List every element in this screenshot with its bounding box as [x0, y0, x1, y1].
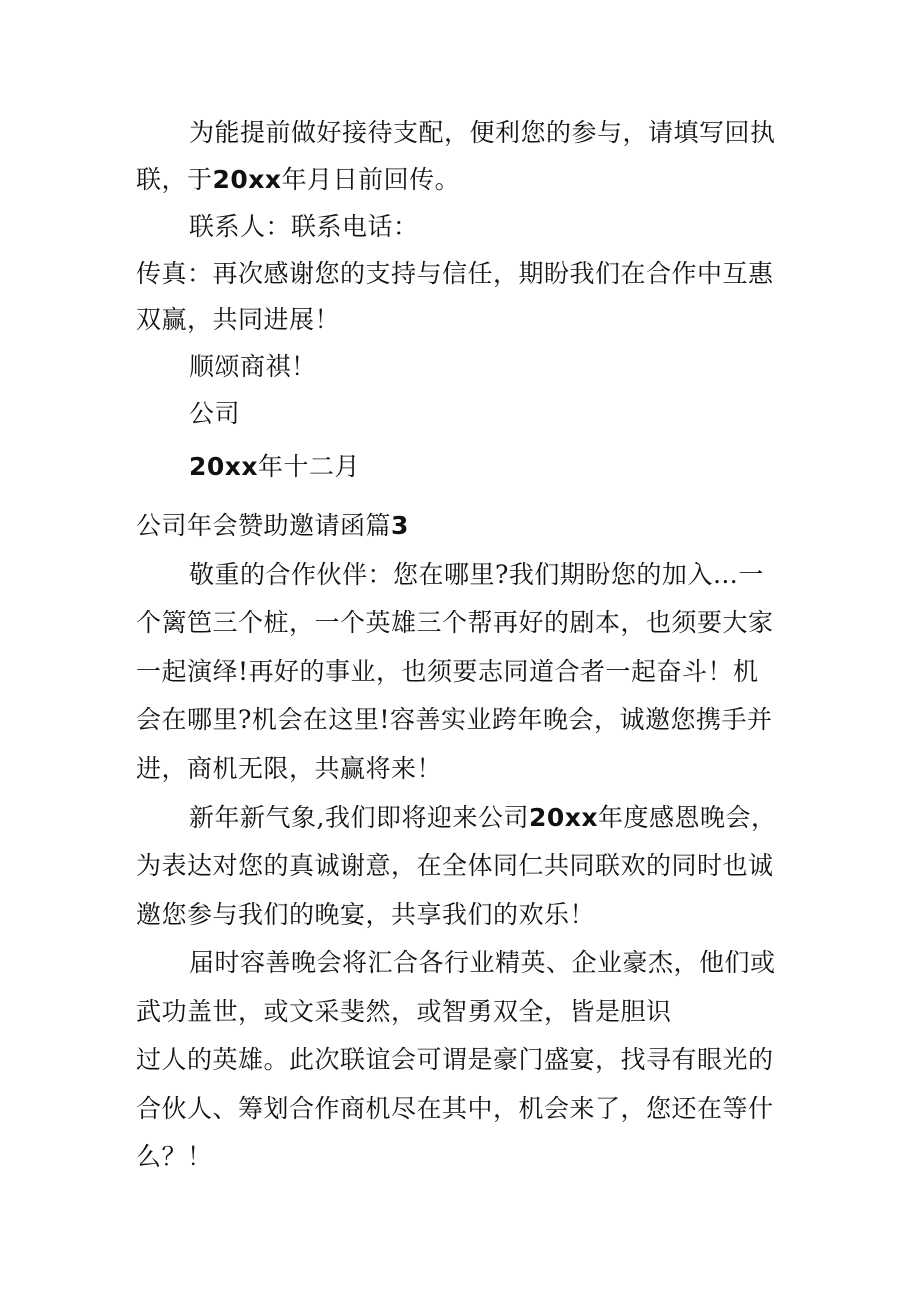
text: 过人的英雄。此次联谊会可谓是豪门盛宴，找寻有眼光的: [136, 1045, 774, 1074]
text: 武功盖世，或文采斐然，或智勇双全，皆是胆识: [136, 997, 672, 1026]
paragraph-2-line-3: [136, 900, 796, 930]
text: 年月日前回传。: [281, 165, 461, 194]
paragraph-2-line-1: [189, 803, 799, 833]
text: 为表达对您的真诚谢意，在全体同仁共同联欢的同时也诚: [136, 851, 774, 880]
paragraph-3-line-1: [189, 948, 799, 978]
text: 年度感恩晚会，: [598, 803, 777, 832]
signature-date: [189, 452, 799, 482]
paragraph-reply-line-1: [189, 118, 799, 148]
text: 年十二月: [258, 452, 361, 481]
fax-thanks-line-1: [136, 259, 796, 289]
contact-line: [189, 212, 799, 242]
text: 双赢，共同进展！: [136, 305, 341, 334]
paragraph-1-line-3: [136, 657, 796, 687]
text: 为能提前做好接待支配，便利您的参与，请填写回执: [189, 118, 776, 147]
text: 公司: [189, 399, 241, 428]
text: 合伙人、筹划合作商机尽在其中，机会来了，您还在等什: [136, 1094, 774, 1123]
heading-text: 公司年会赞助邀请函篇: [136, 511, 392, 540]
paragraph-1-line-5: [136, 754, 796, 784]
text: 顺颂商祺！: [189, 352, 317, 381]
text: 进，商机无限，共赢将来！: [136, 754, 443, 783]
paragraph-3-line-5: [136, 1142, 796, 1172]
text: 个篱笆三个桩，一个英雄三个帮再好的剧本，也须要大家: [136, 608, 774, 637]
text: 联系人：联系电话：: [189, 212, 419, 241]
text: 新年新气象,我们即将迎来公司: [189, 803, 529, 832]
paragraph-1-line-2: [136, 608, 796, 638]
year-text: 20xx: [189, 452, 259, 481]
signature-company: [189, 399, 799, 429]
section-heading: [136, 511, 796, 541]
paragraph-1-line-1: [189, 560, 799, 590]
text: 敬重的合作伙伴：您在哪里?我们期盼您的加入…一: [189, 560, 764, 589]
year-text: 20xx: [212, 165, 282, 194]
paragraph-3-line-4: [136, 1094, 796, 1124]
heading-number: 3: [391, 511, 409, 540]
year-text: 20xx: [528, 803, 598, 832]
text: 邀您参与我们的晚宴，共享我们的欢乐！: [136, 900, 596, 929]
text: 一起演绎!再好的事业，也须要志同道合者一起奋斗！机: [136, 657, 759, 686]
paragraph-reply-line-2: [136, 165, 796, 195]
text: 传真：再次感谢您的支持与信任，期盼我们在合作中互惠: [136, 259, 774, 288]
paragraph-3-line-3: [136, 1045, 796, 1075]
text: 会在哪里?机会在这里!容善实业跨年晚会，诚邀您携手并: [136, 705, 773, 734]
text: 届时容善晚会将汇合各行业精英、企业豪杰，他们或: [189, 948, 776, 977]
paragraph-3-line-2: [136, 997, 796, 1027]
fax-thanks-line-2: [136, 305, 796, 335]
text: 么？！: [136, 1142, 213, 1171]
paragraph-2-line-2: [136, 851, 796, 881]
closing-greeting: [189, 352, 799, 382]
text: 联，于: [136, 165, 213, 194]
paragraph-1-line-4: [136, 705, 796, 735]
